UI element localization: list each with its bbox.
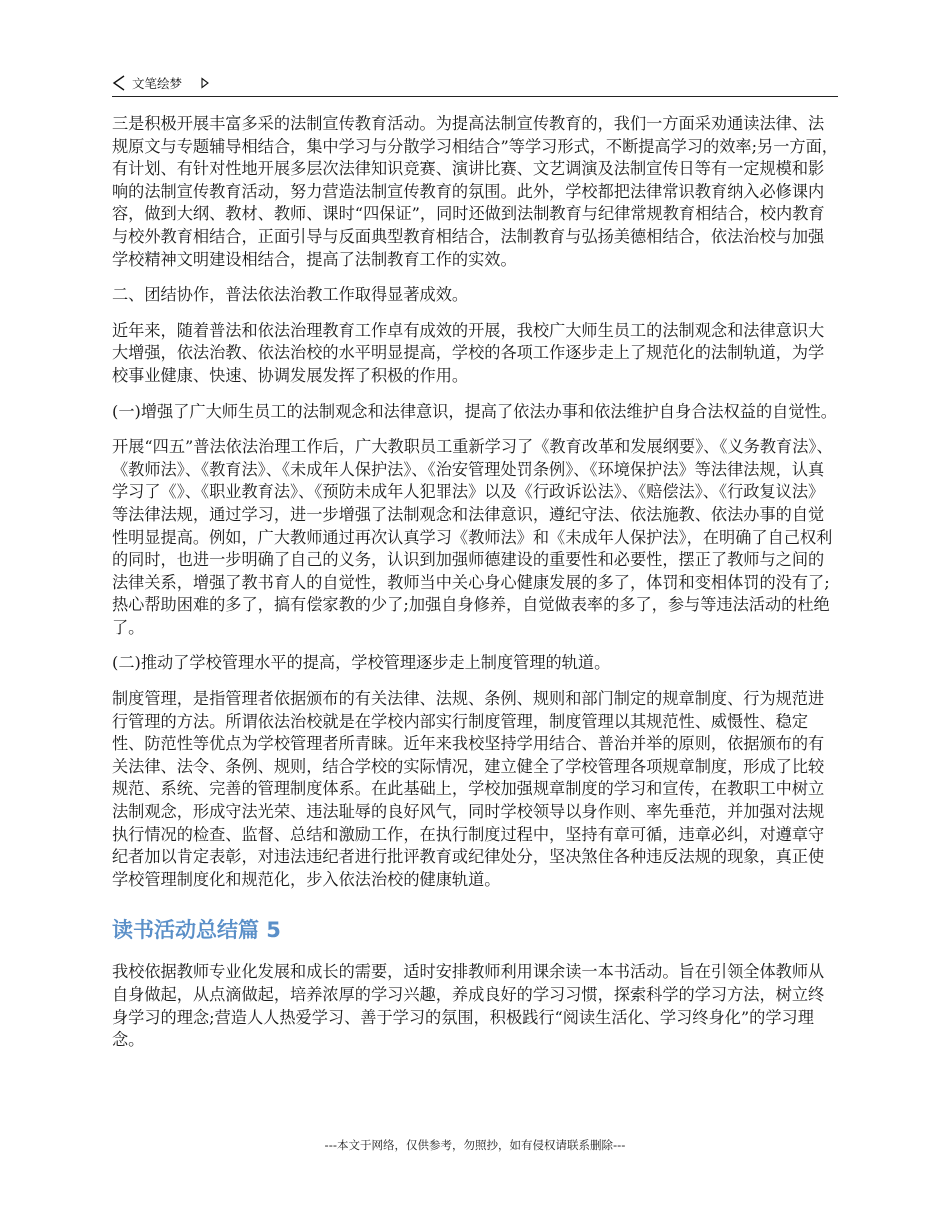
paragraph-system-management: 制度管理，是指管理者依据颁布的有关法律、法规、条例、规则和部门制定的规章制度、行为规范进行管理的方法。所谓依法治校就是在学校内部实行制度管理，制度管理以其规范性、威慑性、稳定性、防范性等优点为学校管理者所青睐。近年来我校坚持学用结合、普治并举的原则，依据颁布的有关法律、法令、条例、规则，结合学校的实际情况，建立健全了学校管理各项规章制度，形成了比较规范、系统、完善的管理制度体系。在此基础上，学校加强规章制度的学习和宣传，在教职工中树立法制观念，形成守法光荣、违法耻辱的良好风气，同时学校领导以身作则、率先垂范，并加强对法规执行情况的检查、监督、总结和激励工作，在执行制度过程中，坚持有章可循，违章必纠，对遵章守纪者加以肯定表彰，对违法违纪者进行批评教育或纪律处分，坚决煞住各种违反法规的现象，真正使学校管理制度化和规范化，步入依法治校的健康轨道。 <box>112 689 825 889</box>
paragraph-section-two-heading: 二、团结协作，普法依法治教工作取得显著成效。 <box>112 285 469 305</box>
paragraph-four-five-law: 开展“四五”普法依法治理工作后，广大教职员工重新学习了《教育改革和发展纲要》、《义务教育法》、《教师法》、《教育法》、《未成年人保护法》、《治安管理处罚条例》、《环境保护法》等法律法规，认真学习了《》、《职业教育法》、《预防未成年人犯罪法》以及《行政诉讼法》、《赔偿法》、《行政复议法》等法律法规，通过学习，进一步增强了法制观念和法律意识，遵纪守法、依法施教、依法办事的自觉性明显提高。例如，广大教师通过再次认真学习《教师法》和《未成年人保护法》，在明确了自己权利的同时，也进一步明确了自己的义务，认识到加强师德建设的重要性和必要性，摆正了教师与之间的法律关系，增强了教书育人的自觉性，教师当中关心身心健康发展的多了，体罚和变相体罚的没有了;热心帮助困难的多了，搞有偿家教的少了;加强自身修养，自觉做表率的多了，参与等违法活动的杜绝了。 <box>112 437 833 637</box>
left-triangle-icon <box>112 75 126 91</box>
right-triangle-icon <box>200 77 210 89</box>
paragraph-legal-education-activities: 三是积极开展丰富多采的法制宣传教育活动。为提高法制宣传教育的，我们一方面采劝通读法律、法规原文与专题辅导相结合，集中学习与分散学习相结合”等学习形式，不断提高学习的效率;另一方面，有计划、有针对性地开展多层次法律知识竞赛、演讲比赛、文艺调演及法制宣传日等有一定规模和影响的法制宣传教育活动，努力营造法制宣传教育的氛围。此外，学校都把法律常识教育纳入必修课内容，做到大纲、教材、教师、课时“四保证”，同时还做到法制教育与纪律常规教育相结合，校内教育与校外教育相结合，正面引导与反面典型教育相结合，法制教育与弘扬美德相结合，依法治校与加强学校精神文明建设相结合，提高了法制教育工作的实效。 <box>112 114 838 269</box>
header-title: 文笔绘梦 <box>132 76 183 91</box>
paragraph-recent-years: 近年来，随着普法和依法治理教育工作卓有成效的开展，我校广大师生员工的法制观念和法律意识大大增强，依法治教、依法治校的水平明显提高，学校的各项工作逐步走上了规范化的法制轨道，为学校事业健康、快速、协调发展发挥了积极的作用。 <box>112 320 825 385</box>
header-brand <box>112 74 182 92</box>
document-body <box>112 113 840 1065</box>
paragraph-subheading-two: (二)推动了学校管理水平的提高，学校管理逐步走上制度管理的轨道。 <box>112 653 611 673</box>
paragraph-subheading-one: (一)增强了广大师生员工的法制观念和法律意识，提高了依法办事和依法维护自身合法权益的自觉性。 <box>112 401 837 421</box>
header-mark <box>200 74 210 93</box>
page-header <box>112 70 838 97</box>
paragraph-reading-activity: 我校依据教师专业化发展和成长的需要，适时安排教师利用课余读一本书活动。旨在引领全体教师从自身做起，从点滴做起，培养浓厚的学习兴趣，养成良好的学习习惯，探索科学的学习方法，树立终身学习的理念;营造人人热爱学习、善于学习的氛围，积极践行“阅读生活化、学习终身化”的学习理念。 <box>112 962 825 1050</box>
section-heading: 读书活动总结篇 5 <box>112 918 281 943</box>
footer-disclaimer: ---本文于网络，仅供参考，勿照抄，如有侵权请联系删除--- <box>324 1138 626 1152</box>
